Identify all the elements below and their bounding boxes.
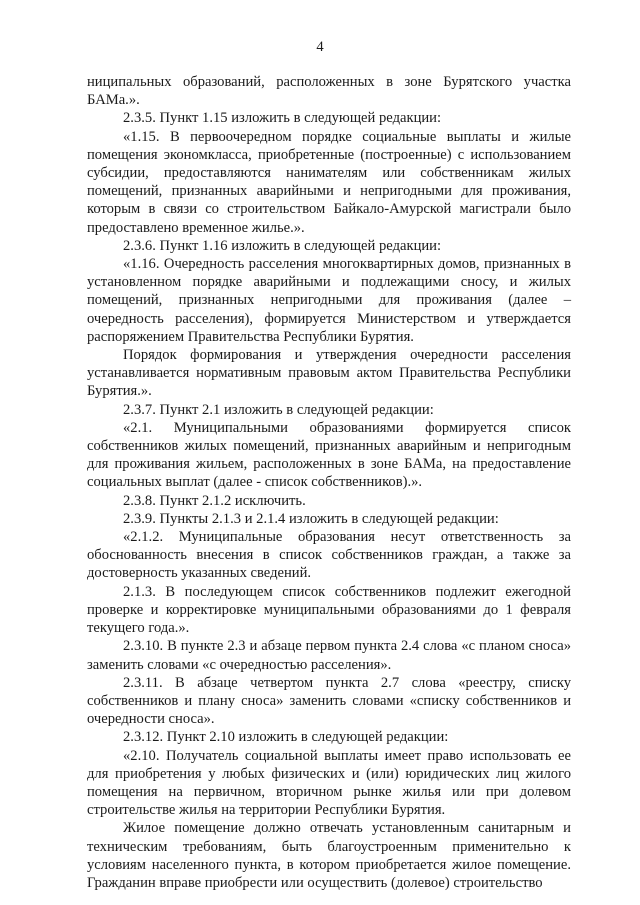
paragraph: «1.15. В первоочередном порядке социальные выплаты и жилые помещения экономкласса, приобретенные (построенные) с использованием субсидии, предоставляются нанимателям или собственникам жилых помещений, признанных аварийными и непригодными для проживания, которым в связи со строительством Байкало-Амурской магистрали было предоставлено временное жилье.». [87, 128, 571, 236]
paragraph: 2.1.3. В последующем список собственников подлежит ежегодной проверке и корректировке муниципальными образованиями до 1 февраля текущего года.». [87, 583, 571, 637]
paragraph: Жилое помещение должно отвечать установленным санитарным и техническим требованиям, быть благоустроенным применительно к условиям населенного пункта, в котором приобретается жилое помещение. Гражданин вправе приобрести или осуществить (долевое) строительство [87, 820, 571, 891]
paragraph: «2.1. Муниципальными образованиями формируется список собственников жилых помещений, признанных аварийным и непригодным для проживания жильем, расположенных в зоне БАМа, на предоставление социальных выплат (далее - список собственников).». [87, 419, 571, 491]
paragraph: 2.3.7. Пункт 2.1 изложить в следующей редакции: [123, 401, 434, 418]
paragraph: «2.1.2. Муниципальные образования несут ответственность за обоснованность внесения в список собственников граждан, а также за достоверность указанных сведений. [87, 529, 571, 582]
paragraph: 2.3.12. Пункт 2.10 изложить в следующей редакции: [123, 729, 449, 746]
paragraph: Порядок формирования и утверждения очередности расселения устанавливается нормативным правовым актом Правительства Республики Бурятия.». [87, 347, 571, 400]
paragraph: «2.10. Получатель социальной выплаты имеет право использовать ее для приобретения у любых физических и (или) юридических лиц жилого помещения на первичном, вторичном рынке жилья или при долевом строительстве жилья на территории Республики Бурятия. [87, 747, 571, 819]
paragraph: ниципальных образований, расположенных в зоне Бурятского участка БАМа.». [87, 74, 571, 109]
paragraph: 2.3.9. Пункты 2.1.3 и 2.1.4 изложить в следующей редакции: [123, 510, 499, 527]
paragraph: 2.3.10. В пункте 2.3 и абзаце первом пункта 2.4 слова «с планом сноса» заменить словами «с очередностью расселения». [87, 638, 571, 673]
paragraph: 2.3.5. Пункт 1.15 изложить в следующей редакции: [123, 110, 442, 127]
paragraph: 2.3.6. Пункт 1.16 изложить в следующей редакции: [123, 237, 442, 254]
document-body [87, 73, 571, 892]
paragraph: 2.3.11. В абзаце четвертом пункта 2.7 слова «реестру, списку собственников и плану сноса» заменить словами «списку собственников и очередности сноса». [87, 674, 571, 728]
paragraph: 2.3.8. Пункт 2.1.2 исключить. [123, 492, 306, 509]
page-number: 4 [316, 39, 324, 55]
paragraph: «1.16. Очередность расселения многоквартирных домов, признанных в установленном порядке аварийными и подлежащими сносу, и жилых помещений, признанных непригодными для проживания (далее – очередность расселения), формируется Министерством и утверждается распоряжением Правительства Республики Бурятия. [87, 256, 571, 345]
